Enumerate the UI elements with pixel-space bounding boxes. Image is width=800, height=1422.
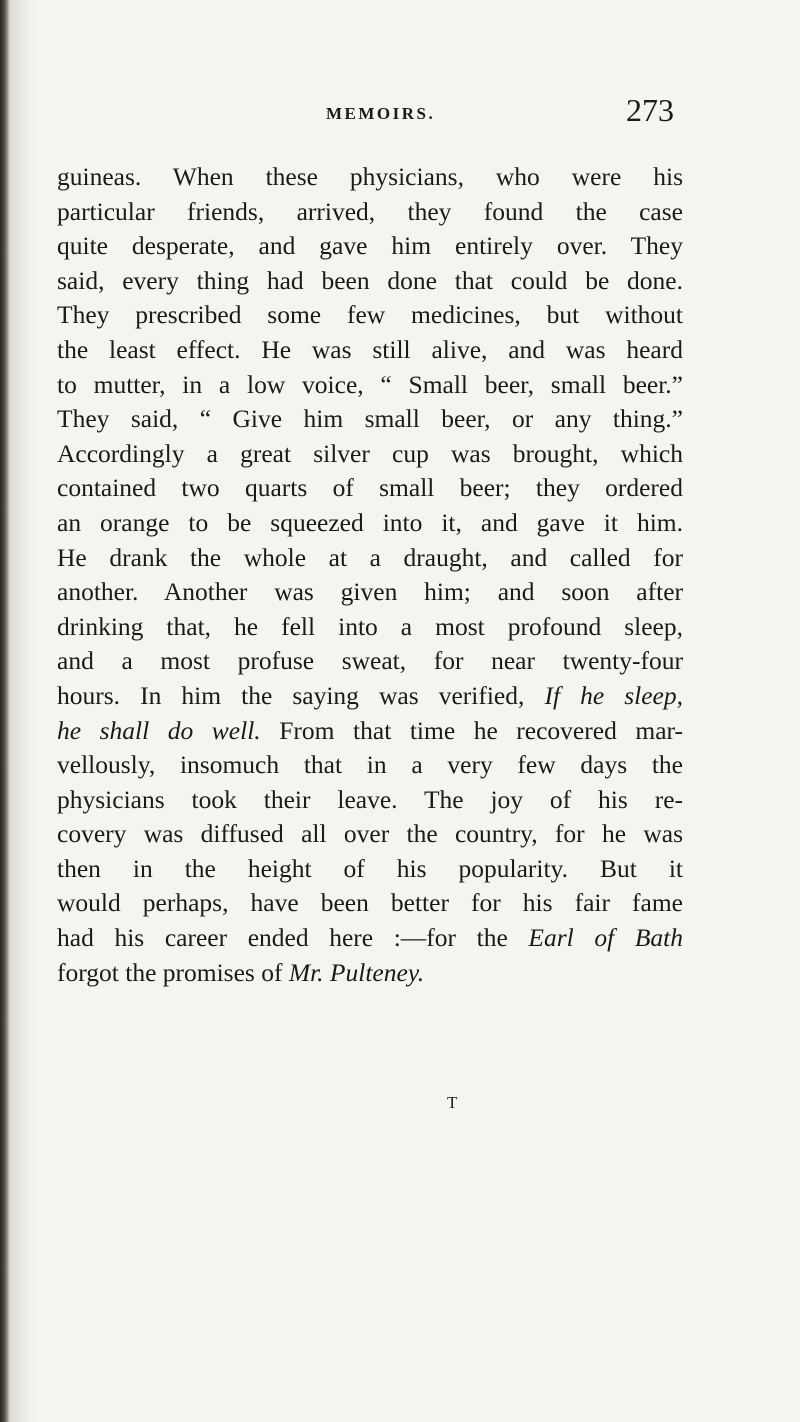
- text-run: another. Another was given him; and soon after: [57, 577, 683, 607]
- text-line: [57, 368, 683, 403]
- running-head: [0, 92, 800, 132]
- italic-run: Mr. Pulteney.: [288, 957, 425, 987]
- text-line: [57, 644, 683, 679]
- text-line: [57, 886, 683, 921]
- text-run: vellously, insomuch that in a very few days the: [57, 750, 683, 780]
- text-line: [57, 921, 683, 956]
- text-line: [57, 264, 683, 299]
- text-run: hours. In him the saying was verified,: [57, 680, 545, 710]
- text-run: covery was diffused all over the country, for he was: [57, 819, 683, 849]
- text-line: [57, 817, 683, 852]
- text-line: [57, 956, 683, 991]
- text-line: [57, 298, 683, 333]
- text-run: guineas. When these physicians, who were his: [57, 162, 683, 191]
- italic-run: If he sleep,: [544, 680, 683, 710]
- text-run: From that time he recovered mar-: [260, 715, 683, 745]
- text-line: [57, 195, 683, 230]
- text-line: [57, 471, 683, 506]
- text-run: He drank the whole at a draught, and called for: [57, 542, 683, 572]
- italic-run: Earl of Bath: [528, 923, 683, 953]
- text-run: They said, “ Give him small beer, or any thing.”: [57, 404, 683, 434]
- text-run: would perhaps, have been better for his fair fame: [57, 888, 683, 918]
- text-line: [57, 160, 683, 195]
- signature-mark: T: [447, 1093, 458, 1112]
- text-line: [57, 783, 683, 818]
- text-line: [57, 852, 683, 887]
- text-run: particular friends, arrived, they found the case: [57, 196, 683, 226]
- text-line: [57, 679, 683, 714]
- book-spine-edge: [0, 0, 10, 1422]
- text-line: [57, 437, 683, 472]
- text-run: then in the height of his popularity. But it: [57, 853, 683, 883]
- text-run: had his career ended here :—for the: [57, 923, 529, 953]
- text-run: said, every thing had been done that could be done.: [57, 265, 683, 295]
- text-run: the least effect. He was still alive, and was heard: [57, 334, 683, 364]
- text-line: [57, 748, 683, 783]
- italic-run: he shall do well.: [57, 715, 261, 745]
- text-line: [57, 541, 683, 576]
- text-line: [57, 714, 683, 749]
- text-run: forgot the promises of: [57, 957, 289, 987]
- gutter-shadow: [10, 0, 34, 1422]
- text-line: [57, 333, 683, 368]
- text-run: quite desperate, and gave him entirely over. They: [57, 231, 683, 261]
- text-line: [57, 610, 683, 645]
- text-run: drinking that, he fell into a most profound sleep,: [57, 611, 683, 641]
- text-line: [57, 229, 683, 264]
- text-run: contained two quarts of small beer; they ordered: [57, 473, 683, 503]
- text-run: to mutter, in a low voice, “ Small beer, small beer.”: [57, 369, 683, 399]
- text-run: Accordingly a great silver cup was brought, which: [57, 438, 683, 468]
- text-line: [57, 506, 683, 541]
- text-run: They prescribed some few medicines, but without: [57, 300, 683, 330]
- page-number: 273: [626, 92, 674, 128]
- text-run: physicians took their leave. The joy of his re-: [57, 784, 683, 814]
- text-run: an orange to be squeezed into it, and gave it him.: [57, 507, 683, 537]
- body-text: [57, 160, 683, 990]
- text-run: and a most profuse sweat, for near twenty-four: [57, 646, 683, 676]
- text-line: [57, 575, 683, 610]
- running-title: MEMOIRS.: [326, 104, 436, 123]
- text-line: [57, 402, 683, 437]
